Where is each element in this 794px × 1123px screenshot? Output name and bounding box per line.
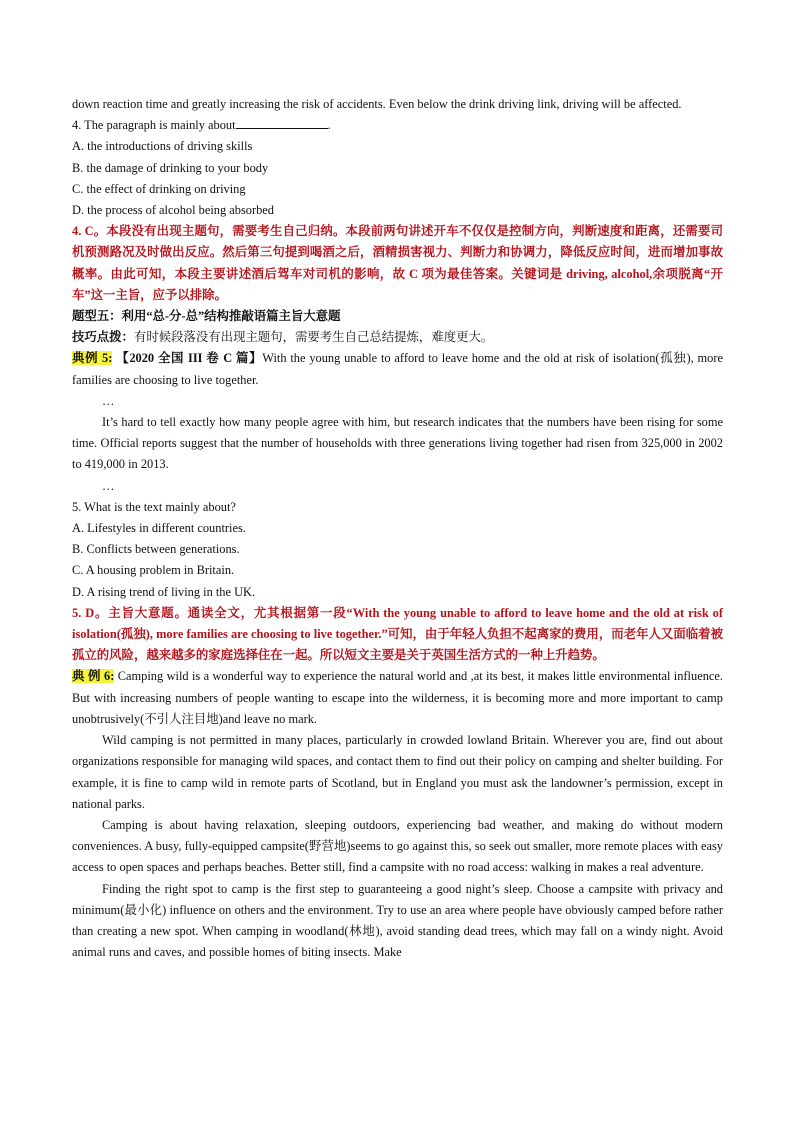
q4-option-a: A. the introductions of driving skills: [72, 139, 253, 154]
example-5-label: 典例 5:: [72, 351, 113, 366]
q4-option-d: D. the process of alcohol being absorbed: [72, 203, 274, 218]
q4-option-c: C. the effect of drinking on driving: [72, 181, 246, 196]
q5-option-b: B. Conflicts between generations.: [72, 542, 240, 557]
q5-option-a: A. Lifestyles in different countries.: [72, 521, 246, 536]
ellipsis-1: …: [102, 393, 115, 408]
example-6-label: 典 例 6:: [72, 669, 115, 684]
q5-option-d: D. A rising trend of living in the UK.: [72, 584, 256, 599]
example-6-paragraph-3: Camping is about having relaxation, sleeping outdoors, experiencing bad weather, and making do without modern conveniences. A busy, fully-equipped campsite(野营地)seems to go against this, so seek out smaller, more remote places with easy access to open spaces and perhaps beaches. Better still, find a campsite with no road access: walking in makes a real adventure.: [72, 817, 723, 875]
question-4-suffix: .: [327, 118, 331, 133]
document-page: [72, 94, 723, 963]
example-5-source: 【2020 全国 III 卷 C 篇】: [116, 351, 263, 366]
section-5-title: 题型五：利用“总-分-总”结构推敲语篇主旨大意题: [72, 309, 341, 324]
q4-option-b: B. the damage of drinking to your body: [72, 160, 269, 175]
intro-continuation: down reaction time and greatly increasing the risk of accidents. Even below the drink driving link, driving will be affected.: [72, 97, 682, 111]
question-5: 5. What is the text mainly about?: [72, 499, 236, 514]
example-5-paragraph: It’s hard to tell exactly how many people agree with him, but research indicates that the numbers have been rising for some time. Official reports suggest that the number of households with three generations living together had risen from 325,000 in 2002 to 419,000 in 2013.: [72, 415, 723, 472]
answer-blank: [236, 116, 328, 129]
example-6-p1-text: Camping wild is a wonderful way to experience the natural world and ,at its best, it makes little environmental influence. But with increasing numbers of people wanting to escape into the wilderness, it is becoming more and more important to camp unobtrusively(不引人注目地)and leave no mark.: [72, 669, 723, 726]
example-5-opening-text: With the young unable to afford to leave home and the old at risk of isolation(孤独), more families are choosing to live together.: [72, 351, 724, 387]
tip-text: 有时候段落没有出现主题句，需要考生自己总结提炼，难度更大。: [133, 330, 494, 345]
tip-label: 技巧点拨：: [72, 330, 134, 345]
q5-answer-explanation: 5. D。主旨大意题。通读全文，尤其根据第一段“With the young unable to afford to leave home and the old at risk of isolation(孤独), more families are choosing to live together.”可知，由于年轻人负担不起离家的费用，而老年人又面临着被孤立的风险，越来越多的家庭选择住在一起。所以短文主要是关于英国生活方式的一种上升趋势。: [72, 605, 723, 663]
question-4-text: 4. The paragraph is mainly about: [72, 118, 236, 133]
example-6-paragraph-4: Finding the right spot to camp is the first step to guaranteeing a good night’s sleep. Choose a campsite with privacy and minimum(最小化) influence on others and the environment. Try to use an area where people have obviously camped before rather than creating a new spot. When camping in woodland(林地), avoid standing dead trees, which may fall on a windy night. Avoid animal runs and caves, and possible homes of biting insects. Make: [72, 881, 723, 960]
example-6-paragraph-1: [72, 666, 723, 730]
example-5-opening: [72, 348, 723, 390]
question-4: [72, 115, 723, 136]
q4-answer-explanation: 4. C。本段没有出现主题句，需要考生自己归纳。本段前两句讲述开车不仅仅是控制方向，判断速度和距离，还需要司机预测路况及时做出反应。然后第三句提到喝酒之后，酒精损害视力、判断力和协调力，降低反应时间，进而增加事故概率。由此可知，本段主要讲述酒后驾车对司机的影响，故 C 项为最佳答案。关键词是 driving, alcohol,余项脱离“开车”这一主旨，应予以排除。: [72, 224, 723, 302]
q5-option-c: C. A housing problem in Britain.: [72, 563, 235, 578]
ellipsis-2: …: [102, 478, 115, 493]
tip-line: [72, 327, 723, 348]
example-6-paragraph-2: Wild camping is not permitted in many places, particularly in crowded lowland Britain. Wherever you are, find out about organizations responsible for managing wild spaces, and contact them to find out their policy on camping and shelter building. For example, it is fine to camp wild in remote parts of Scotland, but in England you must ask the landowner’s permission, except in national parks.: [72, 733, 723, 811]
